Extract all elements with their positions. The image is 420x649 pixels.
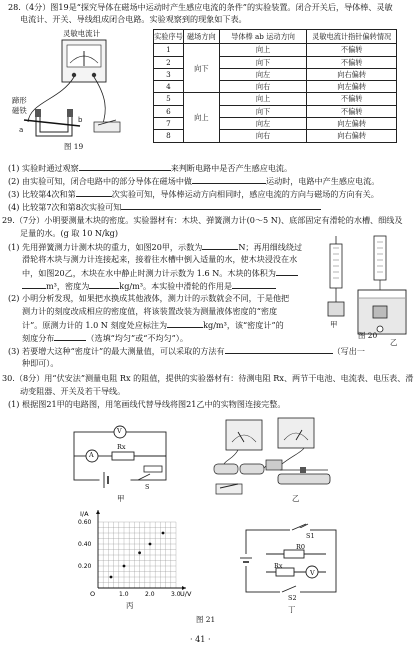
q28-sub2-text-b: 运动时，电路中产生感应电流。: [266, 176, 380, 186]
y-tick-label: 0.20: [78, 563, 92, 570]
q29-p1-l4: [22, 280, 276, 293]
q29-p2-l4: [22, 332, 188, 345]
q29-p1-l2: 滑轮将木块与测力计连接起来，接着往水槽中倒入适量的水，使木块浸没在水: [22, 254, 298, 264]
x-tick-label: 1.0: [119, 591, 129, 598]
y-tick-label: 0.60: [78, 519, 92, 526]
answer-blank[interactable]: [167, 319, 203, 328]
row-needle: 向左偏转: [307, 81, 397, 93]
data-point: [162, 532, 165, 535]
q29-p2-l2: 测力计的刻度改成相应的密度值，将该装置改装为测量液体密度的“密度: [22, 306, 278, 316]
x-tick-label: 2.0: [145, 591, 155, 598]
row-no: 2: [154, 56, 184, 68]
q29-p2-l3-text-a: 计”。原测力计的 1.0 N 刻度处应标注为: [22, 320, 168, 330]
page-number: · 41 ·: [190, 634, 211, 644]
row-no: 6: [154, 105, 184, 117]
q28-sub1-text-a: (1) 实验时通过观察: [8, 163, 79, 173]
q29-p2-l1: (2) 小明分析发现，如果把水换成其他液体，测力计的示数就会不同，于是他把: [8, 293, 290, 303]
origin-label: O: [90, 590, 96, 598]
row-motion: 向下: [219, 56, 307, 68]
q28-sub2: [8, 175, 379, 188]
q29-p1-l3-text: 中，如图20乙，木块在水中静止时测力计示数为 1.6 N。木块的体积为: [22, 268, 276, 278]
q28-header: 28.（4分）图19是“探究导体在磁场中运动时产生感应电流的条件”的实验装置。闭合开关后，导体棒、灵敏: [8, 2, 393, 12]
magnet-label-2: 磁铁: [12, 106, 27, 115]
row-needle: 不偏转: [307, 105, 397, 117]
y-axis-arrow: [96, 510, 100, 514]
experiment-table: [153, 29, 397, 143]
x-axis-label: U/V: [180, 590, 192, 598]
table-header-cell: 灵敏电流计指针偏转情况: [307, 30, 397, 44]
answer-blank[interactable]: [232, 280, 276, 289]
resistor-label-rx-ding: Rx: [274, 562, 283, 570]
figure-21-bing-label: 丙: [126, 601, 134, 610]
row-needle: 向左偏转: [307, 118, 397, 130]
answer-blank[interactable]: [54, 332, 86, 341]
answer-blank[interactable]: [225, 345, 333, 354]
table-header-cell: 导体棒 ab 运动方向: [219, 30, 307, 44]
figure-20-jia: 甲: [330, 320, 338, 329]
figure-20-yi: 乙: [390, 338, 398, 347]
q30-sub1: (1) 根据图21甲的电路图，用笔画线代替导线将图21乙中的实物图连接完整。: [8, 399, 286, 409]
table-row: [154, 93, 397, 105]
q29-p1-l4-text-a: m³，密度为: [46, 281, 90, 291]
row-needle: 向右偏转: [307, 130, 397, 142]
q29-p1-l3: [22, 267, 298, 280]
graph-grid: [98, 522, 176, 588]
svg-text:a: a: [19, 126, 24, 134]
q29-p2-l4-text-b: （选填“均匀”或“不均匀”）。: [86, 333, 188, 343]
table-header-row: [154, 30, 397, 44]
figure-21-yi-label: 乙: [292, 494, 300, 503]
field-direction-cell: 向下: [183, 44, 219, 93]
answer-blank[interactable]: [276, 267, 298, 276]
row-needle: 不偏转: [307, 44, 397, 56]
row-no: 5: [154, 93, 184, 105]
row-motion: 向左: [219, 118, 307, 130]
switch-label-s: S: [145, 483, 150, 491]
meter-label: 灵敏电流计: [63, 29, 100, 38]
voltmeter-symbol-v: V: [117, 427, 122, 435]
figure-19-apparatus: [10, 30, 140, 148]
switch-label-s2: S2: [288, 594, 297, 602]
q28-sub1-text-b: 来判断电路中是否产生感应电流。: [170, 163, 293, 173]
q28-sub3-text-b: 次实验可知，导体棒运动方向相同时，感应电流的方向与磁场的方向有关。: [111, 189, 379, 199]
ammeter-symbol-a: A: [89, 451, 94, 459]
row-no: 4: [154, 81, 184, 93]
row-motion: 向右: [219, 81, 307, 93]
row-no: 3: [154, 68, 184, 80]
q29-p3-l1-text-a: (3) 若要增大这种“密度计”的最大测量值，可以采取的方法有: [8, 346, 225, 356]
row-motion: 向上: [219, 93, 307, 105]
row-motion: 向下: [219, 105, 307, 117]
figure-21-yi-apparatus: [206, 412, 336, 502]
figure-21-jia-label: 甲: [117, 494, 125, 503]
row-needle: 不偏转: [307, 56, 397, 68]
q30-line2: 动变阻器、开关及若干导线。: [20, 386, 126, 396]
q28-sub4-text: (4) 比较第7次和第8次实验可知: [8, 202, 122, 212]
q29-p1-l1-text-b: N；再用细线绕过: [238, 242, 303, 252]
q28-sub2-text-a: (2) 由实验可知，闭合电路中的部分导体在磁场中做: [8, 176, 193, 186]
field-direction-cell: 向上: [183, 93, 219, 142]
answer-blank[interactable]: [202, 241, 238, 250]
q29-p3-l2: 种即可）。: [22, 358, 59, 368]
row-motion: 向右: [219, 130, 307, 142]
resistor-label-r0: R0: [296, 543, 306, 551]
q29-p1-l4-text-b: kg/m³。本实验中滑轮的作用是: [119, 281, 233, 291]
q29-p2-l4-text-a: 刻度分布: [22, 333, 55, 343]
q29-p3-l1: [8, 345, 365, 358]
figure-21-ding-circuit: [236, 522, 344, 602]
svg-text:b: b: [78, 116, 83, 124]
q28-sub4: [8, 201, 321, 214]
q30-header: 30.（8分）用“伏安法”测量电阻 Rx 的阻值，提供的实验器材有：待测电阻 Rx、两节干电池、电流表、电压表、滑: [2, 373, 414, 383]
table-header-cell: 实验序号: [154, 30, 184, 44]
answer-blank[interactable]: [79, 162, 171, 171]
row-needle: 不偏转: [307, 93, 397, 105]
q28-sub1: [8, 162, 292, 175]
row-motion: 向左: [219, 68, 307, 80]
figure-19-caption: 图 19: [64, 142, 84, 151]
q29-p3-l1-text-b: （写出一: [332, 346, 365, 356]
y-axis-label: I/A: [80, 510, 89, 518]
figure-21-caption: 图 21: [196, 615, 216, 624]
data-point: [123, 565, 126, 568]
q29-header: 29.（7分）小明要测量木块的密度。实验器材有：木块、弹簧测力计(0～5 N)、底部固定有滑轮的水槽、细线及: [2, 215, 403, 225]
switch-label-s1: S1: [306, 532, 315, 540]
voltmeter-symbol-v-ding: V: [310, 569, 315, 577]
table-header-cell: 磁场方向: [183, 30, 219, 44]
q28-sub3-text-a: (3) 比较第4次和第: [8, 189, 76, 199]
q28-line2: 电流计、开关、导线组成闭合电路。实验观察到的现象如下表。: [20, 14, 247, 24]
answer-blank[interactable]: [192, 175, 266, 184]
row-motion: 向上: [219, 44, 307, 56]
resistor-label-rx: Rx: [117, 443, 126, 451]
data-point: [138, 551, 141, 554]
q29-p2-l3-text-b: kg/m³，该“密度计”的: [203, 320, 284, 330]
answer-blank[interactable]: [89, 280, 119, 289]
q29-p2-l3: [22, 319, 284, 332]
row-no: 8: [154, 130, 184, 142]
data-point: [110, 576, 113, 579]
q29-p1-l1: [8, 241, 302, 254]
figure-20-caption: 图 20: [358, 331, 378, 340]
x-tick-label: 3.0: [171, 591, 181, 598]
q28-sub3: [8, 188, 379, 201]
y-tick-label: 0.40: [78, 541, 92, 548]
figure-21-ding-label: 丁: [288, 605, 296, 614]
data-point: [149, 543, 152, 546]
row-needle: 向右偏转: [307, 68, 397, 80]
answer-blank[interactable]: [121, 201, 321, 210]
q29-p1-l1-text-a: (1) 先用弹簧测力计测木块的重力，如图20甲，示数为: [8, 242, 203, 252]
row-no: 1: [154, 44, 184, 56]
figure-21-bing-graph: [74, 506, 192, 598]
answer-blank[interactable]: [76, 188, 112, 197]
q29-line2: 足量的水。(g 取 10 N/kg): [20, 228, 118, 238]
table-row: [154, 44, 397, 56]
row-no: 7: [154, 118, 184, 130]
answer-blank[interactable]: [22, 280, 46, 289]
magnet-label-1: 蹄形: [12, 96, 27, 105]
